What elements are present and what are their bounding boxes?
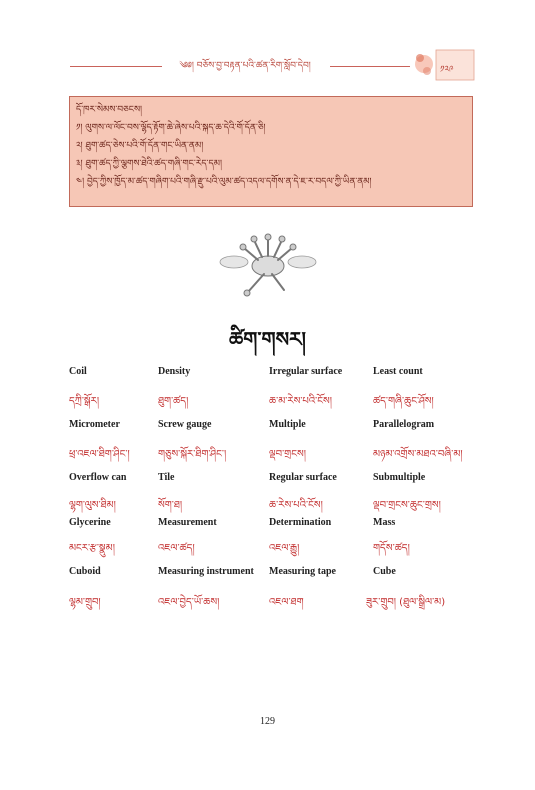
decorative-illustration xyxy=(214,232,322,298)
think-box-heading: དོ་ཁར་སེམས་བཅངས། xyxy=(76,105,143,115)
think-box-question: ༢། ཐུག་ཚད་ཅེས་པའི་གོ་དོན་གང་ཡིན་ནམ། xyxy=(76,141,204,151)
header-rule-right xyxy=(330,66,410,67)
think-box-question: ༤། བྱེད་ཀྱིས་ཁྱོད་མ་ཚད་གཞིག་པའི་གཞི་རྫུ་པའི་ལུམ་ཚད་འདལ་དགོས་ན་དེ་ཇ་ར་བདལ་ཀྱི་ཡིན་ནམ། xyxy=(76,177,372,187)
glossary-term-en: Multiple xyxy=(269,419,306,430)
glossary-term-tb: ཆ་རེས་པའི་ངོས། xyxy=(269,500,323,511)
glossary-term-en: Micrometer xyxy=(69,419,120,430)
glossary-term-en: Coil xyxy=(69,366,87,377)
glossary-term-tb: ལྷག་ལུས་ཐིམ། xyxy=(69,500,116,511)
glossary-term-tb: དཀྲི་སྒོར། xyxy=(69,396,100,407)
glossary-term-en: Glycerine xyxy=(69,517,111,528)
glossary-term-en: Overflow can xyxy=(69,472,127,483)
think-box xyxy=(69,96,473,207)
glossary-term-en: Parallelogram xyxy=(373,419,435,430)
glossary-term-tb: ཆ་མ་རེས་པའི་ངོས། xyxy=(269,396,332,407)
glossary-term-en: Density xyxy=(158,366,191,377)
glossary-term-tb: མངར་རྩ་སྣུམ། xyxy=(69,543,115,554)
glossary-term-tb: འཇལ་ཐག xyxy=(269,597,304,608)
glossary-term-tb: ལྷམ་གྲུབ། xyxy=(69,597,101,608)
page-number: 129 xyxy=(260,716,275,727)
header-rule-left xyxy=(70,66,162,67)
glossary-term-tb: གཅུས་སྐོར་ཐིག་ཤིང་། xyxy=(158,449,227,460)
glossary-term-en: Tile xyxy=(158,472,175,483)
glossary-term-en: Cube xyxy=(373,566,396,577)
glossary-term-en: Least count xyxy=(373,366,423,377)
glossary-term-en: Determination xyxy=(269,517,332,528)
glossary-term-tb: འཇལ་ཚད། xyxy=(158,543,195,554)
glossary-term-en: Measurement xyxy=(158,517,217,528)
glossary-term-tb: མཉམ་འགྲོས་མཐའ་བཞི་མ། xyxy=(373,449,463,460)
running-header-title: ༄༅། བཅོས་བྱ་བརྟན་པའི་ཚན་རིག་སློབ་དེབ། xyxy=(179,61,311,71)
glossary-term-tb: ཐུག་ཚད། xyxy=(158,396,189,407)
glossary-term-en: Cuboid xyxy=(69,566,101,577)
glossary-term-tb: ཚད་གཞི་ཆུང་ཤོས། xyxy=(373,396,434,407)
glossary-term-en: Irregular surface xyxy=(269,366,343,377)
running-header-page-tibetan: ༡༢༩ xyxy=(440,65,454,75)
glossary-term-en: Regular surface xyxy=(269,472,337,483)
glossary-term-en: Submultiple xyxy=(373,472,426,483)
think-box-question: ༣། ཐུག་ཚད་ཀྱི་ལྕགས་ཐེའི་ཚད་གཞི་གང་རེད་དམ། xyxy=(76,159,222,169)
glossary-term-en: Screw gauge xyxy=(158,419,212,430)
glossary-term-tb: ཕྲ་འཇལ་ཐིག་ཤིང་། xyxy=(69,449,130,460)
glossary-term-en: Mass xyxy=(373,517,396,528)
glossary-title: ཚིག་གསར། xyxy=(229,327,306,351)
glossary-term-en: Measuring tape xyxy=(269,566,336,577)
glossary-term-tb: འཇལ་རྒྱུ། xyxy=(269,543,300,554)
glossary-term-tb: ལྡབ་གྲངས། xyxy=(269,449,306,460)
glossary-term-tb: འཇལ་བྱེད་ཡོ་ཆས། xyxy=(158,597,220,608)
glossary-term-tb: ལྡབ་གྲངས་ཆུང་གྲས། xyxy=(373,500,441,511)
think-box-question: ༡། ལུགས་ལ་ལོང་བས་ལྷོད་རྟོག་ཆེ་ཞེས་པའི་སྐད་ཆ་དེའི་གོ་དོན་ཅི། xyxy=(76,123,266,133)
glossary-term-tb: སོག་ཐ། xyxy=(158,500,183,511)
glossary-term-tb: ཟུར་གྲུབ། (ཐུལ་སྒྲིལ་མ) xyxy=(366,597,446,608)
glossary-term-tb: གདོས་ཚད། xyxy=(373,543,410,554)
glossary-term-en: Measuring instrument xyxy=(158,566,254,577)
